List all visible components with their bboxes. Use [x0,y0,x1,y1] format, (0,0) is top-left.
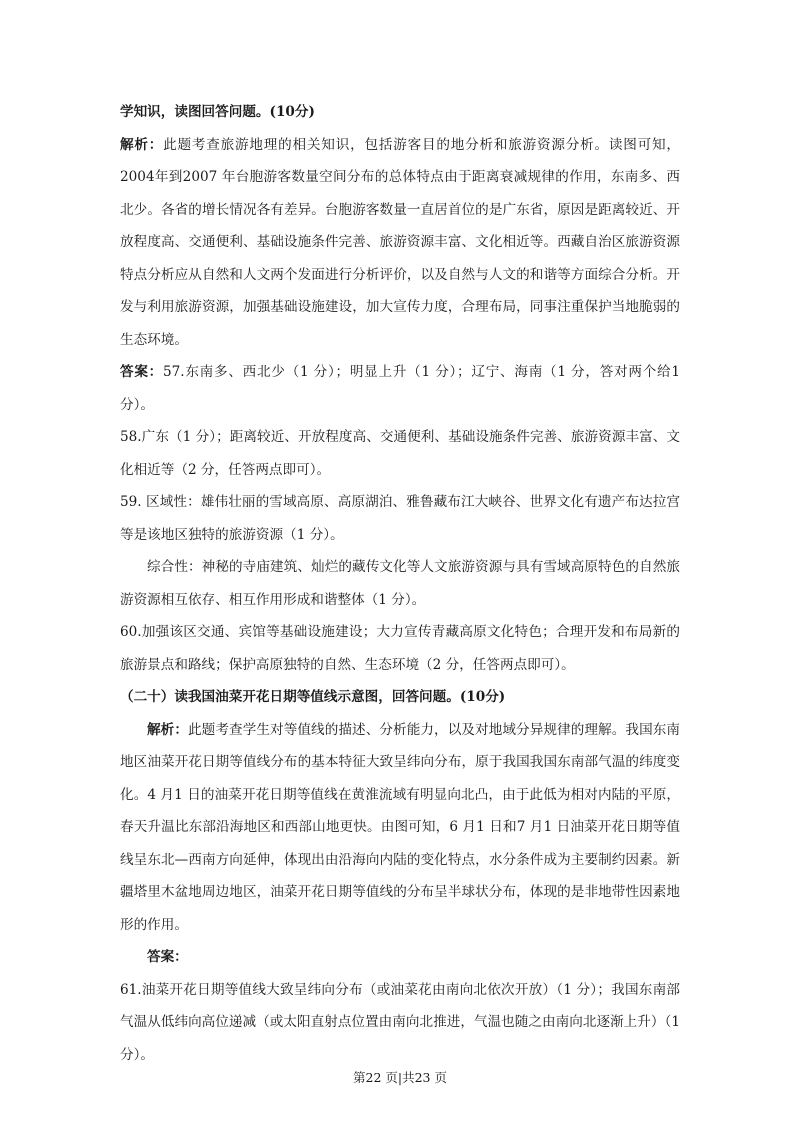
answer-58: 58.广东（1 分）；距离较近、开放程度高、交通便利、基础设施条件完善、旅游资源丰富、文化相近等（2 分，任答两点即可）。 [120,429,680,478]
q20-analysis-paragraph [120,714,680,942]
page-content [120,96,680,1071]
q19-answer-label: 答案： [120,364,163,380]
page-footer: 第22 页|共23 页 [353,1070,447,1085]
answer-60: 60.加强该区交通、宾馆等基础设施建设；大力宣传青藏高原文化特色；合理开发和布局新的旅游景点和路线；保护高原独特的自然、生态环境（2 分，任答两点即可）。 [120,624,680,673]
q20-title: （二十）读我国油菜开花日期等值线示意图，回答问题。(10分) [120,689,506,705]
q19-analysis-text: 此题考查旅游地理的相关知识，包括游客目的地分析和旅游资源分析。读图可知，2004年到2007 年台胞游客数量空间分布的总体特点由于距离衰减规律的作用，东南多、西北少。各省的增长情况各有差异。台胞游客数量一直居首位的是广东省，原因是距离较近、开放程度高、交通便利、基础设施条件完善、旅游资源丰富、文化相近等。西藏自治区旅游资源特点分析应从自然和人文两个发面进行分析评价，以及自然与人文的和谐等方面综合分析。开发与利用旅游资源，加强基础设施建设，加大宣传力度，合理布局，同事注重保护当地脆弱的生态环境。 [120,136,681,348]
answer-57-text: 57.东南多、西北少（1 分）；明显上升（1 分）；辽宁、海南（1 分，答对两个给1分）。 [120,364,680,413]
q19-analysis-paragraph [120,129,680,357]
q19-answer-57 [120,356,680,421]
q19-analysis-label: 解析： [120,136,164,153]
section-header-line: 学知识，读图回答问题。(10分) [120,104,315,120]
q20-analysis-label: 解析： [147,721,189,738]
answer-59-comprehensive: 综合性：神秘的寺庙建筑、灿烂的藏传文化等人文旅游资源与具有雪域高原特色的自然旅游资源相互依存、相互作用形成和谐整体（1 分）。 [120,559,680,608]
answer-61: 61.油菜开花日期等值线大致呈纬向分布（或油菜花由南向北依次开放）（1 分）；我国东南部气温从低纬向高位递减（或太阳直射点位置由南向北推进，气温也随之由南向北逐渐上升）（1 分）。 [120,981,680,1063]
q20-answer-label: 答案： [147,949,188,965]
answer-59-regional: 59. 区域性：雄伟壮丽的雪域高原、高原湖泊、雅鲁藏布江大峡谷、世界文化有遗产布达拉宫等是该地区独特的旅游资源（1 分）。 [120,494,680,543]
q20-analysis-text: 此题考查学生对等值线的描述、分析能力，以及对地域分异规律的理解。我国东南地区油菜开花日期等值线分布的基本特征大致呈纬向分布，原于我国我国东南部气温的纬度变化。4 月1 日的油菜开花日期等值线在黄淮流域有明显向北凸，由于此低为相对内陆的平原，春天升温比东部沿海地区和西部山地更快。由图可知，6 月1 日和7 月1 日油菜开花日期等值线呈东北—西南方向延伸，体现出由沿海向内陆的变化特点，水分条件成为主要制约因素。新疆塔里木盆地周边地区，油菜开花日期等值线的分布呈半球状分布，体现的是非地带性因素地形的作用。 [120,721,681,933]
